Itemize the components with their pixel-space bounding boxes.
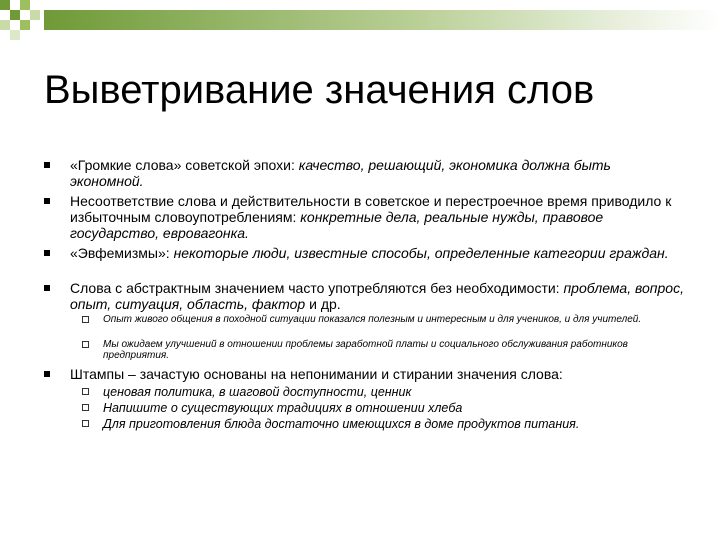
sub-bullet-text: Опыт живого общения в походной ситуации показался полезным и интересным и для учеников, и для учителей. [103, 314, 642, 325]
sub-bullet-marker [82, 341, 89, 348]
bullet-text: «Эвфемизмы»: [70, 245, 174, 261]
sub-bullet-item [82, 400, 682, 416]
bullet-item [44, 366, 684, 382]
bullet-examples: проблема, вопрос, опыт, ситуация, область, фактор [70, 280, 684, 312]
bullet-marker [44, 285, 50, 291]
bullet-text: Несоответствие слова и действительности в советское и перестроечное время приводило к избыточным словоупотреблениям: [70, 193, 672, 225]
sub-bullet-text: Напишите о существующих традициях в отношении хлеба [103, 401, 463, 415]
sub-bullet-item [82, 314, 682, 325]
bullet-examples: некоторые люди, известные способы, определенные категории граждан. [173, 245, 669, 261]
bullet-text: «Громкие слова» советской эпохи: [70, 157, 299, 173]
bullet-marker [44, 250, 50, 256]
bullet-text: Штампы – зачастую основаны на непонимании и стирании значения слова: [70, 366, 563, 382]
bullet-examples: качество, решающий, экономика должна быть экономной. [70, 157, 611, 189]
slide-title: Выветривание значения слов [44, 68, 595, 112]
sub-bullet-item [82, 339, 682, 361]
bullet-marker [44, 162, 50, 168]
sub-bullet-item [82, 384, 682, 400]
sub-bullet-item [82, 416, 682, 432]
sub-bullet-text: ценовая политика, в шаговой доступности, ценник [103, 385, 412, 399]
bullet-marker [44, 371, 50, 377]
bullet-examples: конкретные дела, реальные нужды, правовое государство, евровагонка. [70, 209, 604, 241]
sub-bullet-text: Для приготовления блюда достаточно имеющихся в доме продуктов питания. [103, 417, 580, 431]
bullet-item [44, 193, 684, 241]
bullet-marker [44, 198, 50, 204]
sub-bullet-marker [82, 404, 89, 411]
sub-bullet-marker [82, 420, 89, 427]
bullet-item [44, 245, 684, 261]
bullet-text: Слова с абстрактным значением часто употребляются без необходимости: [70, 280, 564, 296]
sub-bullet-text: Мы ожидаем улучшений в отношении проблемы заработной платы и социального обслуживания работников предприятия. [103, 339, 628, 361]
sub-bullet-marker [82, 316, 89, 323]
bullet-tail: и др. [305, 296, 341, 312]
bullet-item [44, 280, 684, 312]
header-decoration [0, 0, 720, 40]
sub-bullet-marker [82, 388, 89, 395]
bullet-item [44, 157, 684, 189]
